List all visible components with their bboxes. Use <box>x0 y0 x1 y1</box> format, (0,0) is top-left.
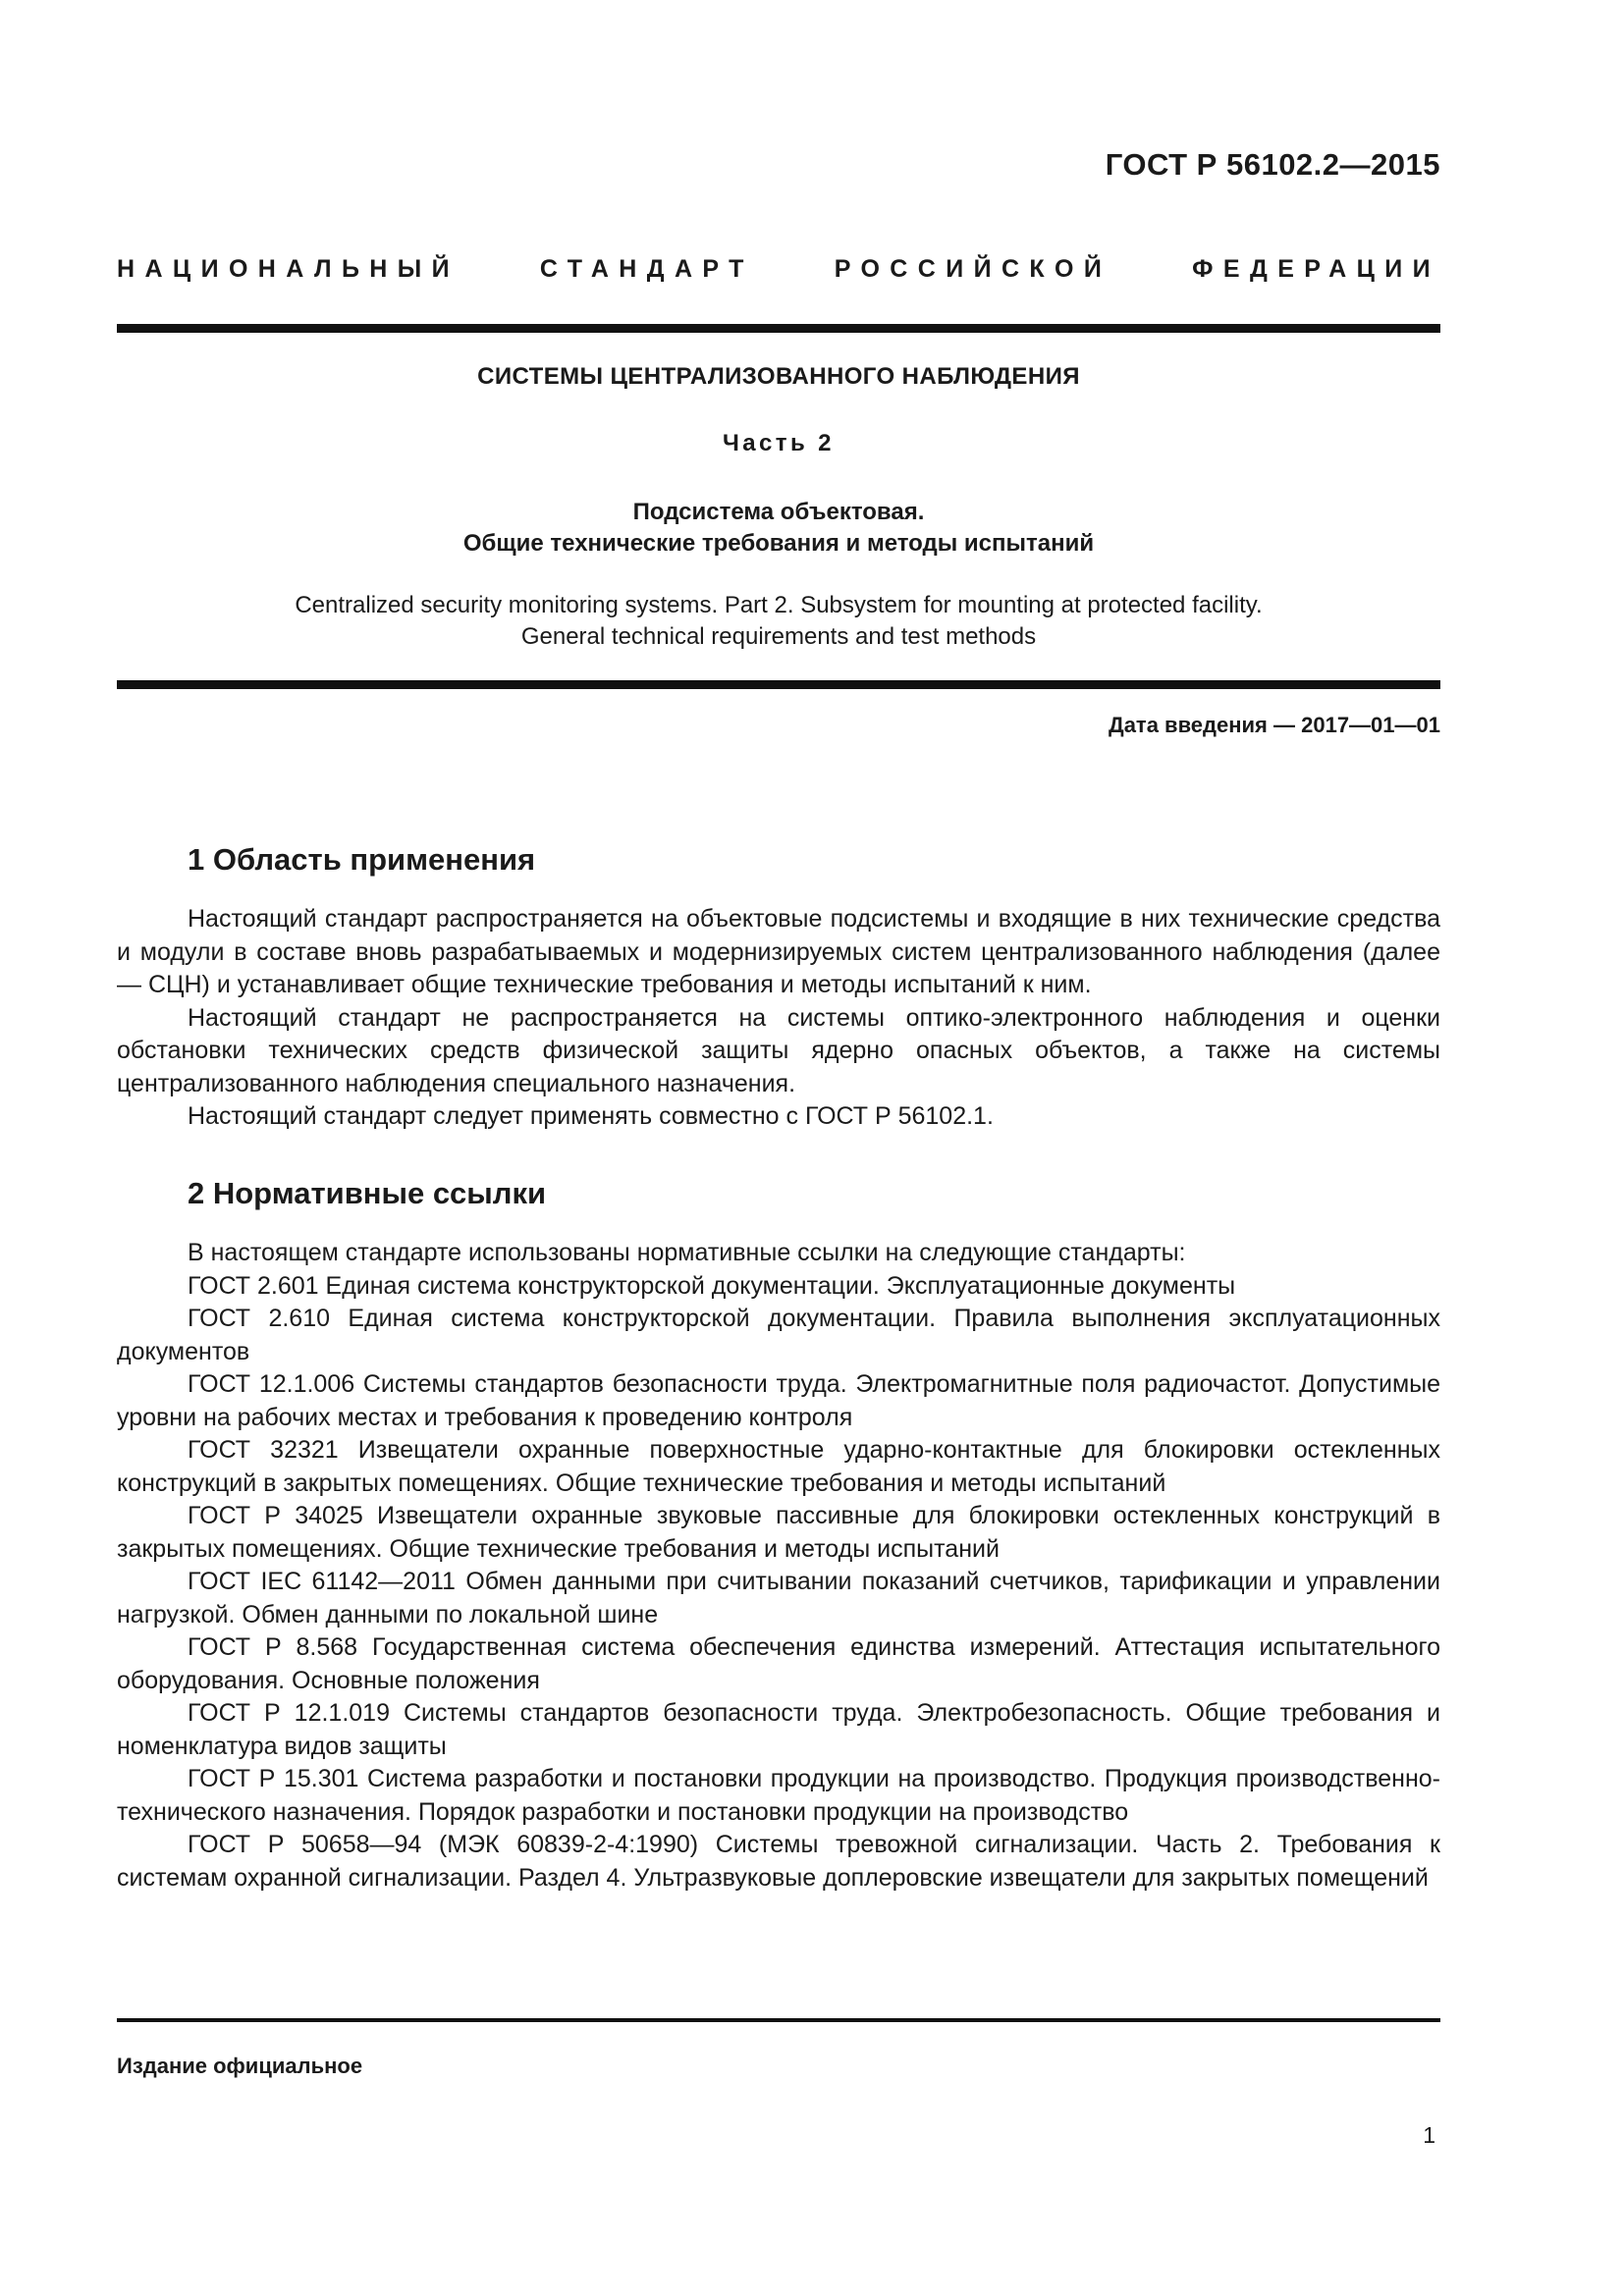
title-divider <box>117 680 1440 689</box>
standard-subtitle <box>117 497 1440 560</box>
part-label: Часть 2 <box>723 430 835 456</box>
subtitle-line: Подсистема объектовая. <box>632 499 925 525</box>
national-standard-title: НАЦИОНАЛЬНЫЙ СТАНДАРТ РОССИЙСКОЙ ФЕДЕРАЦИИ <box>117 255 1440 283</box>
top-divider <box>117 324 1440 333</box>
section-1-heading: 1 Область применения <box>188 842 536 877</box>
reference-item: ГОСТ IEC 61142—2011 Обмен данными при считывании показаний счетчиков, тарификации и управлении нагрузкой. Обмен данными по локальной шине <box>117 1568 1440 1629</box>
reference-item: ГОСТ 12.1.006 Системы стандартов безопасности труда. Электромагнитные поля радиочастот. Допустимые уровни на рабочих местах и требования к проведению контроля <box>117 1370 1440 1431</box>
paragraph: В настоящем стандарте использованы нормативные ссылки на следующие стандарты: <box>188 1239 1186 1266</box>
section-1-body <box>117 903 1440 1134</box>
english-title <box>117 590 1440 653</box>
reference-item: ГОСТ Р 15.301 Система разработки и постановки продукции на производство. Продукция производственно-технического назначения. Порядок разработки и постановки продукции на производство <box>117 1765 1440 1826</box>
official-edition-note: Издание официальное <box>117 2054 363 2078</box>
reference-item: ГОСТ Р 8.568 Государственная система обеспечения единства измерений. Аттестация испытательного оборудования. Основные положения <box>117 1633 1440 1694</box>
reference-item: ГОСТ Р 12.1.019 Системы стандартов безопасности труда. Электробезопасность. Общие требования и номенклатура видов защиты <box>117 1699 1440 1760</box>
paragraph: Настоящий стандарт не распространяется на системы оптико-электронного наблюдения и оценки обстановки технических средств физической защиты ядерно опасных объектов, а также на системы централизованного наблюдения специального назначения. <box>117 1003 1440 1097</box>
document-number: ГОСТ Р 56102.2—2015 <box>1105 147 1440 182</box>
reference-item: ГОСТ 32321 Извещатели охранные поверхностные ударно-контактные для блокировки остекленных конструкций в закрытых помещениях. Общие технические требования и методы испытаний <box>117 1436 1440 1497</box>
introduction-date: Дата введения — 2017—01—01 <box>1109 713 1440 737</box>
page-number: 1 <box>1423 2122 1435 2148</box>
footer-divider <box>117 2018 1440 2022</box>
section-2-heading: 2 Нормативные ссылки <box>188 1176 547 1210</box>
standard-title: СИСТЕМЫ ЦЕНТРАЛИЗОВАННОГО НАБЛЮДЕНИЯ <box>477 363 1080 390</box>
reference-item: ГОСТ Р 34025 Извещатели охранные звуковые пассивные для блокировки остекленных конструкций в закрытых помещениях. Общие технические требования и методы испытаний <box>117 1502 1440 1563</box>
paragraph: Настоящий стандарт распространяется на объектовые подсистемы и входящие в них технические средства и модули в составе вновь разрабатываемых и модернизируемых систем централизованного наблюдения (далее — СЦН) и устанавливает общие технические требования и методы испытаний к ним. <box>117 905 1440 998</box>
reference-item: ГОСТ 2.601 Единая система конструкторской документации. Эксплуатационные документы <box>188 1271 1236 1300</box>
english-title-line: General technical requirements and test methods <box>520 623 1037 650</box>
section-2-body <box>117 1237 1440 1895</box>
reference-item: ГОСТ Р 50658—94 (МЭК 60839-2-4:1990) Системы тревожной сигнализации. Часть 2. Требования к системам охранной сигнализации. Раздел 4. Ультразвуковые доплеровские извещатели для закрытых помещений <box>117 1831 1440 1892</box>
subtitle-line: Общие технические требования и методы испытаний <box>462 530 1095 557</box>
paragraph: Настоящий стандарт следует применять совместно с ГОСТ Р 56102.1. <box>188 1102 994 1130</box>
english-title-line: Centralized security monitoring systems. Part 2. Subsystem for mounting at protected facility. <box>295 592 1263 618</box>
reference-item: ГОСТ 2.610 Единая система конструкторской документации. Правила выполнения эксплуатационных документов <box>117 1305 1440 1365</box>
